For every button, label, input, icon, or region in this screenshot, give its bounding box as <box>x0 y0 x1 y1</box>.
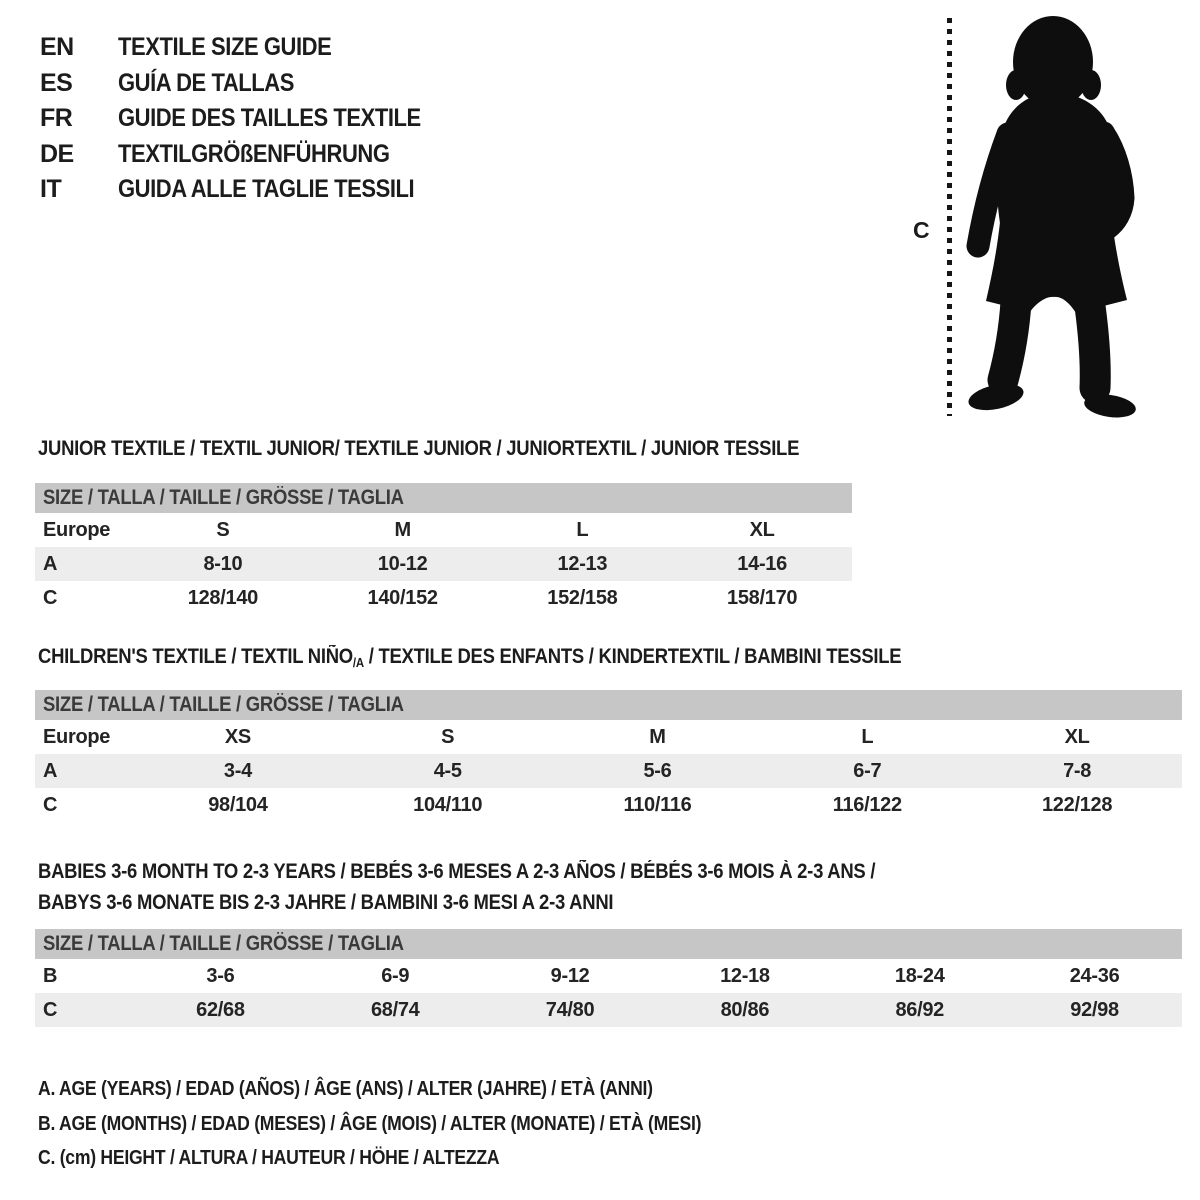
lang-code-en: EN <box>40 33 74 62</box>
language-header <box>40 30 462 208</box>
age-cell: 8-10 <box>203 552 243 575</box>
height-cell: 86/92 <box>895 998 944 1021</box>
children-section-title: CHILDREN'S TEXTILE / TEXTIL NIÑO/A / TEXTILE DES ENFANTS / KINDERTEXTIL / BAMBINI TESSILE <box>38 645 902 670</box>
lang-title-it: GUIDA ALLE TAGLIE TESSILI <box>118 175 415 204</box>
size-cell: L <box>576 518 589 541</box>
junior-section-title: JUNIOR TEXTILE / TEXTIL JUNIOR/ TEXTILE JUNIOR / JUNIORTEXTIL / JUNIOR TESSILE <box>38 437 800 460</box>
legend-line-c: C. (cm) HEIGHT / ALTURA / HAUTEUR / HÖHE / ALTEZZA <box>38 1147 500 1169</box>
row-label: A <box>43 552 58 575</box>
children-size-bar: SIZE / TALLA / TAILLE / GRÖSSE / TAGLIA <box>35 690 1182 720</box>
age-cell: 5-6 <box>643 759 672 782</box>
lang-code-es: ES <box>40 68 73 97</box>
size-cell: S <box>441 725 455 748</box>
row-label: B <box>43 964 58 987</box>
age-cell: 10-12 <box>377 552 428 575</box>
lang-row-it <box>40 172 462 208</box>
children-row-europe <box>35 720 1182 754</box>
height-dotted-line <box>947 18 952 416</box>
junior-table <box>35 513 852 615</box>
children-table <box>35 720 1182 822</box>
lang-code-it: IT <box>40 175 62 204</box>
age-cell: 12-13 <box>557 552 608 575</box>
age-cell: 6-7 <box>853 759 882 782</box>
lang-row-fr <box>40 101 462 137</box>
size-cell: M <box>649 725 666 748</box>
size-cell: XL <box>1064 725 1090 748</box>
age-cell: 3-4 <box>223 759 252 782</box>
row-label: C <box>43 998 58 1021</box>
junior-row-age <box>35 547 852 581</box>
months-cell: 18-24 <box>894 964 945 987</box>
height-cell: 116/122 <box>832 793 902 816</box>
height-cell: 98/104 <box>208 793 268 816</box>
lang-title-es: GUÍA DE TALLAS <box>118 68 294 97</box>
legend-line-a: A. AGE (YEARS) / EDAD (AÑOS) / ÂGE (ANS) / ALTER (JAHRE) / ETÀ (ANNI) <box>38 1078 653 1100</box>
junior-row-europe <box>35 513 852 547</box>
months-cell: 9-12 <box>550 964 590 987</box>
row-label: Europe <box>43 518 111 541</box>
babies-section-title <box>38 856 989 918</box>
row-label: Europe <box>43 725 111 748</box>
legend <box>38 1072 792 1176</box>
children-row-age <box>35 754 1182 788</box>
legend-line-b: B. AGE (MONTHS) / EDAD (MESES) / ÂGE (MOIS) / ALTER (MONATE) / ETÀ (MESI) <box>38 1112 702 1135</box>
babies-size-bar: SIZE / TALLA / TAILLE / GRÖSSE / TAGLIA <box>35 929 1182 959</box>
babies-row-months <box>35 959 1182 993</box>
height-cell: 92/98 <box>1070 998 1119 1021</box>
junior-row-height <box>35 581 852 615</box>
height-cell: 158/170 <box>727 586 798 609</box>
babies-row-height <box>35 993 1182 1027</box>
lang-title-fr: GUIDE DES TAILLES TEXTILE <box>118 104 421 133</box>
row-label: A <box>43 759 58 782</box>
lang-code-de: DE <box>40 139 74 168</box>
height-measure-label: C <box>913 217 930 243</box>
months-cell: 24-36 <box>1069 964 1120 987</box>
lang-code-fr: FR <box>40 104 73 133</box>
babies-title-line1: BABIES 3-6 MONTH TO 2-3 YEARS / BEBÉS 3-6 MESES A 2-3 AÑOS / BÉBÉS 3-6 MOIS À 2-3 ANS / <box>38 860 876 883</box>
lang-row-en <box>40 30 462 66</box>
age-cell: 7-8 <box>1063 759 1092 782</box>
height-cell: 152/158 <box>547 586 618 609</box>
lang-title-de: TEXTILGRÖßENFÜHRUNG <box>118 139 390 168</box>
age-cell: 14-16 <box>737 552 787 575</box>
height-cell: 110/116 <box>623 793 692 816</box>
children-row-height <box>35 788 1182 822</box>
height-cell: 140/152 <box>367 586 438 609</box>
size-cell: XL <box>749 518 775 541</box>
months-cell: 3-6 <box>206 964 235 987</box>
junior-size-bar: SIZE / TALLA / TAILLE / GRÖSSE / TAGLIA <box>35 483 852 513</box>
nino-a-subscript: /A <box>352 655 364 670</box>
age-cell: 4-5 <box>433 759 462 782</box>
babies-size-table <box>35 929 1182 1027</box>
size-cell: M <box>394 518 411 541</box>
size-cell: S <box>216 518 230 541</box>
height-cell: 104/110 <box>413 793 483 816</box>
size-cell: L <box>861 725 874 748</box>
months-cell: 12-18 <box>720 964 770 987</box>
height-cell: 74/80 <box>545 998 595 1021</box>
lang-row-de <box>40 137 462 173</box>
babies-table <box>35 959 1182 1027</box>
junior-size-table <box>35 483 852 615</box>
children-size-table <box>35 690 1182 822</box>
height-cell: 122/128 <box>1041 793 1113 816</box>
lang-row-es <box>40 66 462 102</box>
months-cell: 6-9 <box>381 964 410 987</box>
row-label: C <box>43 586 58 609</box>
height-cell: 62/68 <box>196 998 245 1021</box>
size-cell: XS <box>224 725 251 748</box>
babies-title-line2: BABYS 3-6 MONATE BIS 2-3 JAHRE / BAMBINI 3-6 MESI A 2-3 ANNI <box>38 891 614 914</box>
row-label: C <box>43 793 58 816</box>
lang-title-en: TEXTILE SIZE GUIDE <box>118 33 332 62</box>
toddler-silhouette <box>963 14 1141 420</box>
height-cell: 80/86 <box>720 998 770 1021</box>
height-cell: 68/74 <box>370 998 420 1021</box>
height-cell: 128/140 <box>187 586 258 609</box>
